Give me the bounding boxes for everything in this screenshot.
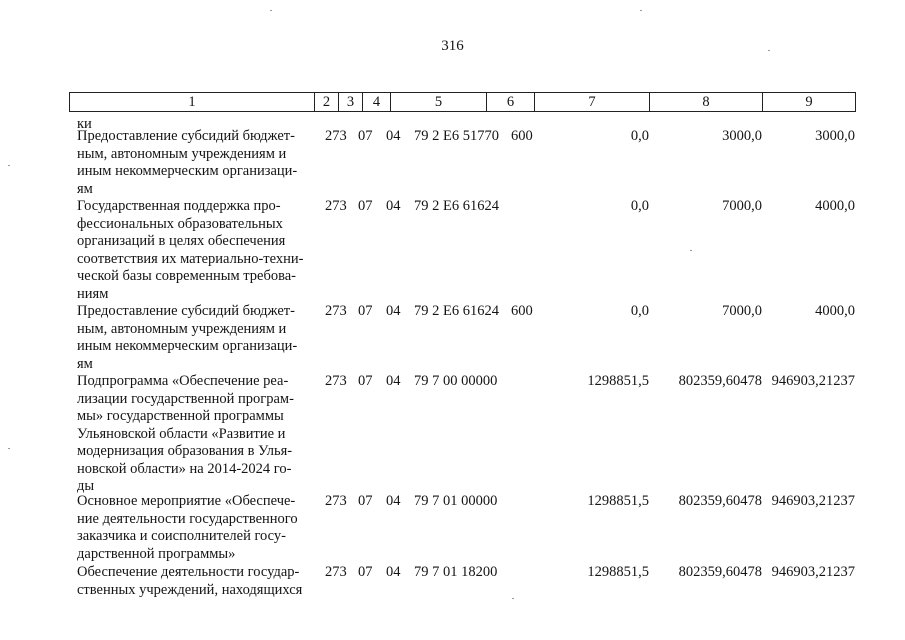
description-line: Предоставление субсидий бюджет- (77, 303, 295, 319)
table-header-row (69, 92, 856, 112)
description-line: мы» государственной программы (77, 408, 284, 424)
cell-col-2: 273 (325, 373, 347, 389)
description-line: ным, автономным учреждениям и (77, 145, 287, 162)
row-description (77, 198, 313, 303)
description-line: Предоставление субсидий бюджет- (77, 128, 295, 144)
cell-col-5: 79 7 01 18200 (414, 564, 498, 580)
description-line: ным, автономным учреждениям и (77, 320, 287, 337)
row-description (77, 303, 313, 373)
row-description (77, 128, 313, 198)
cell-col-4: 04 (386, 198, 401, 214)
cell-col-8: 802359,60478 (678, 564, 762, 580)
header-col-4: 4 (363, 93, 391, 111)
description-line: Подпрограмма «Обеспечение реа- (77, 373, 289, 389)
scan-speck (768, 50, 770, 51)
description-line: иным некоммерческим организаци- (77, 338, 298, 354)
header-col-5: 5 (391, 93, 487, 111)
cell-col-3: 07 (358, 303, 373, 319)
cell-col-2: 273 (325, 303, 347, 319)
cell-col-6: 600 (511, 303, 533, 319)
page-number: 316 (441, 38, 464, 54)
row-description (77, 373, 313, 496)
cell-col-8: 7000,0 (722, 198, 762, 214)
description-line: Государственная поддержка про- (77, 198, 281, 214)
header-col-3: 3 (339, 93, 363, 111)
row-description (77, 493, 313, 563)
cell-col-2: 273 (325, 128, 347, 144)
cell-col-4: 04 (386, 373, 401, 389)
cell-col-3: 07 (358, 493, 373, 509)
cell-col-4: 04 (386, 564, 401, 580)
scan-speck (690, 250, 692, 251)
description-line: ниям (77, 285, 109, 302)
description-line: ние деятельности государственного (77, 510, 298, 527)
continuation-fragment: ки (77, 116, 92, 132)
description-line: ственных учреждений, находящихся (77, 581, 303, 598)
cell-col-3: 07 (358, 198, 373, 214)
cell-col-2: 273 (325, 198, 347, 214)
description-line: заказчика и соисполнителей госу- (77, 528, 286, 544)
cell-col-4: 04 (386, 493, 401, 509)
cell-col-7: 0,0 (630, 303, 649, 319)
scan-speck (640, 10, 642, 11)
description-line: ям (77, 180, 93, 197)
cell-col-9: 946903,21237 (771, 373, 855, 389)
cell-col-8: 7000,0 (722, 303, 762, 319)
description-line: дарственной программы» (77, 545, 236, 562)
header-col-9: 9 (805, 94, 813, 110)
description-line: иным некоммерческим организаци- (77, 163, 298, 179)
description-line: Ульяновской области «Развитие и (77, 425, 286, 442)
cell-col-8: 802359,60478 (678, 493, 762, 509)
header-col-7: 7 (535, 93, 650, 111)
cell-col-8: 3000,0 (722, 128, 762, 144)
cell-col-9: 4000,0 (815, 303, 855, 319)
cell-col-9: 946903,21237 (771, 564, 855, 580)
cell-col-5: 79 2 Е6 61624 (414, 198, 499, 214)
description-line: ческой базы современным требова- (77, 268, 297, 284)
cell-col-3: 07 (358, 564, 373, 580)
description-line: новской области» на 2014-2024 го- (77, 460, 292, 477)
cell-col-7: 0,0 (630, 198, 649, 214)
cell-col-7: 1298851,5 (587, 493, 649, 509)
cell-col-4: 04 (386, 128, 401, 144)
cell-col-5: 79 7 01 00000 (414, 493, 498, 509)
cell-col-9: 3000,0 (815, 128, 855, 144)
cell-col-4: 04 (386, 303, 401, 319)
scan-speck (8, 448, 10, 449)
description-line: фессиональных образовательных (77, 215, 283, 232)
description-line: соответствия их материально-техни- (77, 250, 304, 267)
description-line: Основное мероприятие «Обеспече- (77, 493, 296, 509)
cell-col-6: 600 (511, 128, 533, 144)
description-line: ям (77, 355, 93, 372)
cell-col-5: 79 7 00 00000 (414, 373, 498, 389)
cell-col-9: 946903,21237 (771, 493, 855, 509)
cell-col-5: 79 2 Е6 61624 (414, 303, 499, 319)
scan-speck (512, 598, 514, 599)
description-line: Обеспечение деятельности государ- (77, 564, 300, 580)
header-col-8: 8 (650, 93, 763, 111)
header-col-1: 1 (70, 93, 315, 111)
cell-col-3: 07 (358, 373, 373, 389)
cell-col-7: 1298851,5 (587, 373, 649, 389)
description-line: модернизация образования в Улья- (77, 443, 293, 459)
cell-col-2: 273 (325, 564, 347, 580)
description-line: организаций в целях обеспечения (77, 233, 286, 249)
cell-col-7: 1298851,5 (587, 564, 649, 580)
description-line: ды (77, 478, 95, 494)
cell-col-2: 273 (325, 493, 347, 509)
cell-col-9: 4000,0 (815, 198, 855, 214)
description-line: лизации государственной програм- (77, 390, 294, 407)
cell-col-3: 07 (358, 128, 373, 144)
header-col-6: 6 (487, 93, 535, 111)
scan-speck (270, 10, 272, 11)
cell-col-5: 79 2 Е6 51770 (414, 128, 499, 144)
cell-col-8: 802359,60478 (678, 373, 762, 389)
cell-col-7: 0,0 (630, 128, 649, 144)
scan-speck (8, 165, 10, 166)
header-col-2: 2 (315, 93, 339, 111)
row-description (77, 564, 313, 599)
